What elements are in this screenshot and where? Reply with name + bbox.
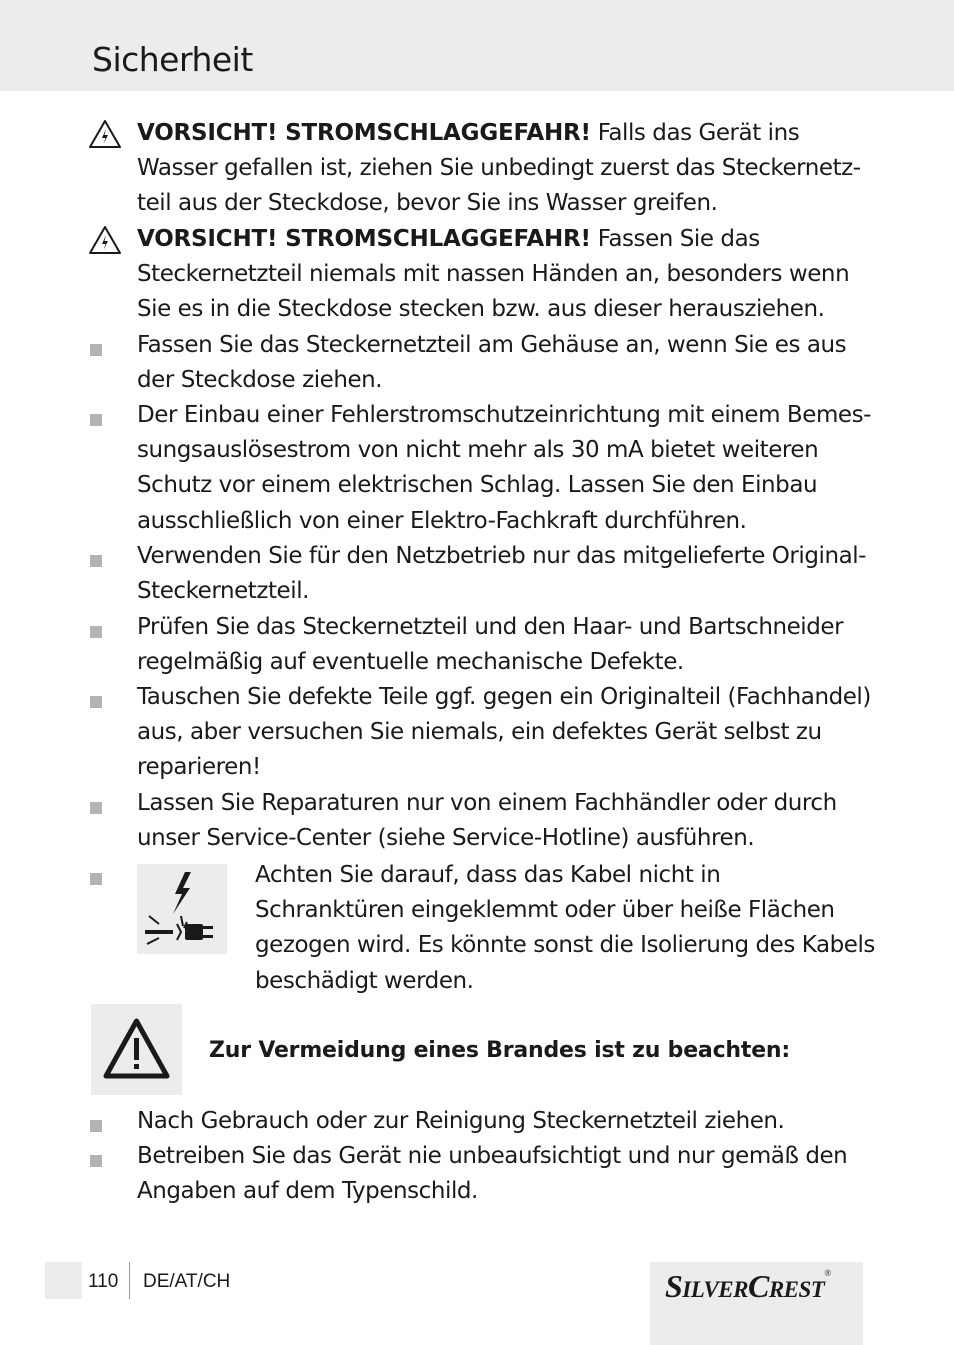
warning-label: VORSICHT! STROMSCHLAGGEFAHR! bbox=[137, 226, 591, 252]
brand-logo: SILVERCREST® bbox=[665, 1268, 831, 1304]
damaged-cable-icon bbox=[137, 864, 227, 954]
bullet-icon bbox=[90, 626, 102, 638]
list-item-text: Fassen Sie das Steckernetzteil am Gehäuse an, wenn Sie es aus der Steckdose ziehen. bbox=[137, 332, 847, 394]
footer-divider bbox=[129, 1262, 130, 1299]
list-item-text: Betreiben Sie das Gerät nie unbeaufsichtigt und nur gemäß den Angaben auf dem Typenschild. bbox=[137, 1143, 848, 1205]
bullet-icon bbox=[90, 873, 102, 885]
list-item-text: Tauschen Sie defekte Teile ggf. gegen ein Originalteil (Fachhandel) aus, aber versuchen Sie niemals, ein defektes Gerät selbst zu reparieren! bbox=[137, 684, 871, 781]
bullet-icon bbox=[90, 555, 102, 567]
bullet-icon bbox=[90, 802, 102, 814]
bullet-icon bbox=[90, 696, 102, 708]
electric-shock-warning-icon bbox=[88, 119, 122, 149]
warning-body: Fassen Sie das Steckernetzteil niemals mit nassen Händen an, besonders wenn Sie es in die Steckdose stecken bzw. aus dieser herausziehen. bbox=[137, 226, 850, 323]
list-item-text: Verwenden Sie für den Netzbetrieb nur das mitgelieferte Original-Steckernetzteil. bbox=[137, 543, 867, 605]
warning-text bbox=[137, 116, 872, 222]
warning-triangle-icon bbox=[91, 1004, 182, 1095]
warning-label: VORSICHT! STROMSCHLAGGEFAHR! bbox=[137, 120, 591, 146]
bullet-icon bbox=[90, 414, 102, 426]
locale-label: DE/AT/CH bbox=[143, 1271, 231, 1292]
fire-section-heading: Zur Vermeidung eines Brandes ist zu beachten: bbox=[209, 1038, 790, 1063]
electric-shock-warning-icon bbox=[88, 225, 122, 255]
fire-warning-box bbox=[91, 1004, 182, 1095]
warning-body: Falls das Gerät ins Wasser gefallen ist, ziehen Sie unbedingt zuerst das Steckernetz-teil aus der Steckdose, bevor Sie ins Wasser greifen. bbox=[137, 120, 861, 217]
list-item-text: Der Einbau einer Fehlerstromschutzeinrichtung mit einem Bemes-sungsauslösestrom von nicht mehr als 30 mA bietet weiteren Schutz vor einem elektrischen Schlag. Lassen Sie den Einbau ausschließlich von einer Elektro-Fachkraft durchführen. bbox=[137, 402, 871, 534]
warning-text bbox=[137, 222, 872, 328]
page-title: Sicherheit bbox=[92, 40, 253, 79]
list-item-text: Lassen Sie Reparaturen nur von einem Fachhändler oder durch unser Service-Center (siehe Service-Hotline) ausführen. bbox=[137, 790, 837, 852]
damaged-cable-pictogram bbox=[137, 864, 227, 954]
bullet-icon bbox=[90, 344, 102, 356]
footer-marker bbox=[45, 1262, 82, 1299]
list-item-text: Prüfen Sie das Steckernetzteil und den Haar- und Bartschneider regelmäßig auf eventuelle mechanische Defekte. bbox=[137, 614, 844, 676]
bullet-icon bbox=[90, 1155, 102, 1167]
bullet-icon bbox=[90, 1120, 102, 1132]
page-number: 110 bbox=[88, 1271, 119, 1292]
list-item-text: Nach Gebrauch oder zur Reinigung Steckernetzteil ziehen. bbox=[137, 1108, 785, 1134]
list-item-text: Achten Sie darauf, dass das Kabel nicht in Schranktüren eingeklemmt oder über heiße Flächen gezogen wird. Es könnte sonst die Isolierung des Kabels beschädigt werden. bbox=[255, 862, 875, 994]
